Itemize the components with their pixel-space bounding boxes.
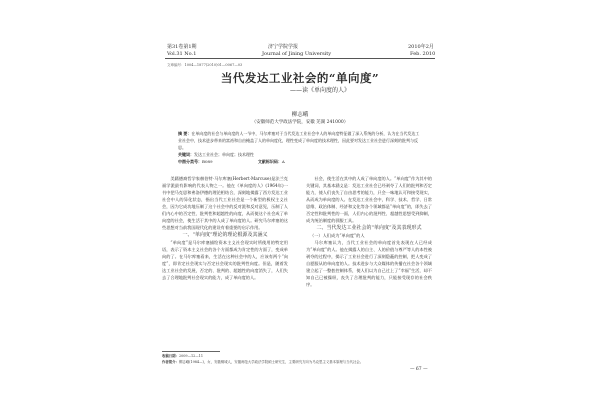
body-column-right <box>306 175 432 288</box>
classification-line <box>178 159 420 165</box>
subsection-heading-1: （一）人们成为“单向度”的人 <box>310 233 365 238</box>
footnote-received <box>162 353 203 358</box>
article-title: 当代发达工业社会的“单向度” <box>220 71 380 85</box>
author-name: 柳志峨 <box>291 112 309 118</box>
received-label: 收稿日期： <box>162 354 179 358</box>
section-heading-2: 二、当代发达工业社会的“单向度”及其表现形式 <box>316 225 422 231</box>
clc-label: 中图分类号： <box>178 159 202 164</box>
keywords <box>178 152 420 158</box>
article-subtitle: ——读《单向度的人》 <box>289 87 350 94</box>
paragraph: 马尔库塞认为，当代工业社会的单向度首先表现在人已经成为“单向度”的人。他在揭露人的自主、人的价值与尊严等人的本性被剥夺的过程中，揭示了工业社会进行了深刻隐蔽的控制，把人变成了自愿服从的单向度的人。技术进步与大众媒体的传播在社会各个领域建立起了一整套控制体系，使人们以为自己过上了“幸福”生活，却不知自己已被操纵，丧失了合理批判的能力，只能接受现存的社会秩序。 <box>306 240 432 287</box>
abstract <box>178 130 420 151</box>
header-journal-en: Journal of Jining University <box>262 51 332 57</box>
header-rule <box>165 58 435 59</box>
bio-label: 作者简介： <box>162 360 179 364</box>
section-heading-1: 一、“单向度”理论的理论根源及其涵义 <box>182 232 268 238</box>
header-volume-cn: 第31卷第1期 <box>167 44 197 50</box>
paragraph: 社会，使生活在其中的人成了单向度的人。“单向度”作为其中的关键词，其基本涵义是：发达工业社会已经剥夺了人们的批判和否定能力，使人们丧失了自由思考的能力，只会一味地认可和接受现实，从而成为单向度的人。在发达工业社会中，科学、技术、哲学、日常思维、政治体制、经济和文化等各个领域都是“单向度”的，即失去了否定性和批判性的一面，人们内心的批判性、超越性思想受到抑制，成为统治制度的驯服工具。 <box>306 176 432 223</box>
page-number: — 67 — <box>410 367 428 372</box>
abstract-label: 摘 要： <box>178 131 192 136</box>
header-journal-cn: 济宁学院学报 <box>268 44 299 50</box>
clc-code: B089 <box>202 159 213 164</box>
body-column-left <box>162 175 288 281</box>
doc-code-label: 文献标识码： <box>257 159 282 164</box>
keywords-label: 关键词： <box>178 152 194 157</box>
abstract-text: 在单向度的社会与单向度的人一节中，马尔库塞对于当代发达工业社会中人的单向度特征做了深入系统的分析，认为在当代发达工业社会中，技术进步带来的富裕和自由掩盖了人的单向度化，理性变成了单向度的技术理性，因此要对发达工业社会进行深刻的批判与反思。 <box>178 131 420 150</box>
footnote-author-bio <box>162 359 363 364</box>
header-volume-en: Vol.31 No.1 <box>167 51 197 57</box>
author-affiliation: （安徽师范大学政法学院，安徽 芜湖 241000） <box>251 120 349 125</box>
keywords-text: 发达工业社会；单向度；技术理性 <box>194 152 254 157</box>
received-date: 2009—12—11 <box>178 354 203 358</box>
paragraph: 美籍德裔哲学家赫伯特·马尔库塞(Herbert·Marcuse)是法兰克福学派最有影响的代表人物之一。他在《单向度的人》(1964年)一书中把马克思和弗洛伊德的理论相结合，深刻地揭露了西方发达工业社会中人的异化状态，指出当代工业社会是一个新型的极权主义社会，因为它成功地压制了这个社会中的反对派和反对意见，压制了人们内心中的否定性、批判性和超越性的向度，从而使这个社会成了单向度的社会，使生活于其中的人成了单向度的人。研究马尔库塞的这些思想对当前我国现代化的建设有着重要的启示作用。 <box>162 176 288 230</box>
doc-code: A <box>281 159 285 164</box>
bio-text: 柳志峨(1984—)，女，安徽桐城人，安徽师范大学政法学院硕士研究生，主要研究方向为马克思主义基本原理与当代社会。 <box>178 360 364 364</box>
header-date-en: Feb. 2010 <box>410 51 436 57</box>
footnote-rule <box>162 351 220 352</box>
paragraph: “单向度”是马尔库塞描绘资本主义社会现实时所使用的特定用语，表示了资本主义社会的各个方面都成为肯定性的方面了，变成单向的了。在马尔库塞看来，生活在这种社会中的人，应该有两个“向度”，即肯定社会现实与否定社会现实的批判性向度。但是，随着发达工业社会的发展，否定的、批判的、超越性的向度消失了，人们失去了合理地批判社会现实的能力，成了单向度的人。 <box>162 240 288 280</box>
header-date-cn: 2010年2月 <box>408 44 434 50</box>
article-id: 文章编号：1004—1877(2010)01—0067—03 <box>167 63 243 67</box>
